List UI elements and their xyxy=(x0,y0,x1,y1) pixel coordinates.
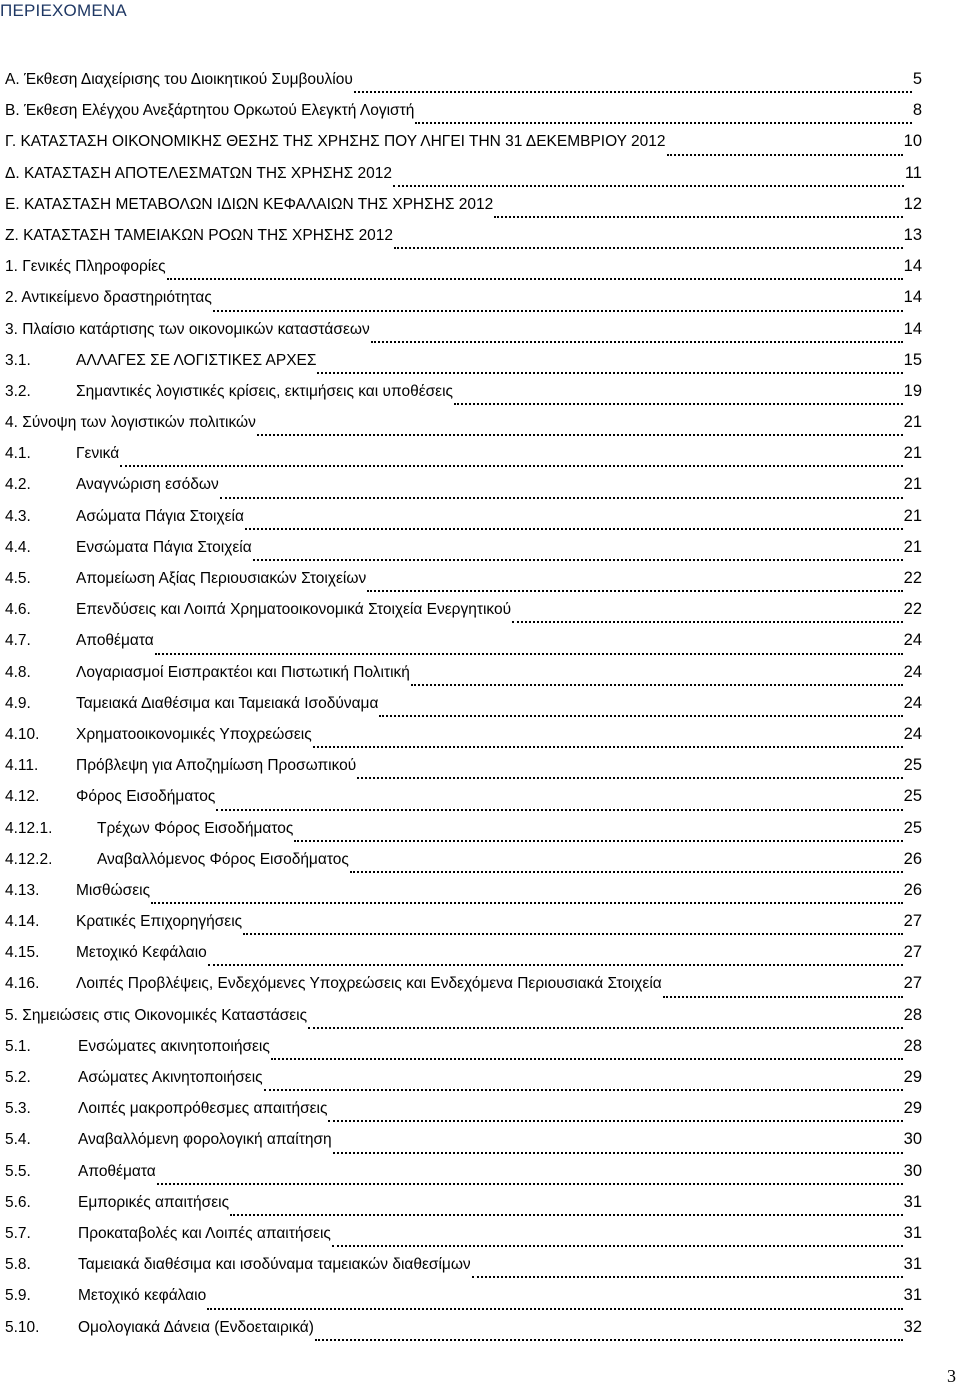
toc-entry-page: 22 xyxy=(903,600,922,619)
toc-dot-leader xyxy=(167,278,903,280)
toc-entry-page: 32 xyxy=(903,1317,922,1336)
toc-entry[interactable] xyxy=(5,943,922,974)
toc-dot-leader xyxy=(257,434,903,436)
toc-entry-number: 4.14. xyxy=(5,913,40,931)
toc-entry-number: 4.11. xyxy=(5,757,39,775)
toc-entry[interactable] xyxy=(5,164,922,195)
toc-entry-number: 5.9. xyxy=(5,1287,31,1305)
toc-entry-page: 31 xyxy=(903,1223,922,1242)
toc-entry-title: Μετοχικό κεφάλαιο xyxy=(78,1287,207,1305)
toc-entry[interactable] xyxy=(5,569,922,600)
toc-entry-title: Κρατικές Επιχορηγήσεις xyxy=(76,913,243,931)
toc-dot-leader xyxy=(350,871,903,873)
toc-entry-page: 14 xyxy=(903,319,922,338)
toc-entry-number: 4.2. xyxy=(5,476,31,494)
toc-entry-title: Επενδύσεις και Λοιπά Χρηματοοικονομικά Στοιχεία Ενεργητικού xyxy=(76,601,512,619)
toc-dot-leader xyxy=(151,902,903,904)
toc-dot-leader xyxy=(357,777,902,779)
toc-entry-page: 29 xyxy=(903,1068,922,1086)
toc-dot-leader xyxy=(155,653,903,655)
toc-entry[interactable] xyxy=(5,694,922,725)
toc-dot-leader xyxy=(663,996,903,998)
toc-entry-page: 30 xyxy=(903,1130,922,1149)
toc-entry-title: Σημαντικές λογιστικές κρίσεις, εκτιμήσεις και υποθέσεις xyxy=(76,382,453,400)
toc-entry[interactable] xyxy=(5,974,922,1005)
toc-entry[interactable] xyxy=(5,288,922,319)
toc-entry[interactable] xyxy=(5,881,922,912)
toc-entry[interactable] xyxy=(5,1318,922,1349)
toc-dot-leader xyxy=(512,621,903,623)
toc-entry[interactable] xyxy=(5,600,922,631)
page-number: 3 xyxy=(947,1366,956,1386)
toc-entry-page: 14 xyxy=(903,288,922,307)
toc-dot-leader xyxy=(494,216,902,218)
toc-entry-page: 22 xyxy=(903,569,922,587)
toc-entry-number: 4.16. xyxy=(5,975,40,993)
toc-entry[interactable] xyxy=(5,1037,922,1068)
toc-entry[interactable] xyxy=(5,382,922,413)
toc-entry[interactable] xyxy=(5,444,922,475)
toc-entry-page: 31 xyxy=(903,1192,922,1211)
toc-dot-leader xyxy=(216,809,902,811)
toc-entry-title: Αναγνώριση εσόδων xyxy=(76,476,219,494)
toc-dot-leader xyxy=(354,91,912,93)
toc-entry-title: Δ. ΚΑΤΑΣΤΑΣΗ ΑΠΟΤΕΛΕΣΜΑΤΩΝ ΤΗΣ ΧΡΗΣΗΣ 2012 xyxy=(5,164,392,182)
toc-entry[interactable] xyxy=(5,1099,922,1130)
toc-entry-number: 4.12. xyxy=(5,788,40,806)
toc-entry-page: 31 xyxy=(903,1255,922,1274)
toc-entry-number: 4.15. xyxy=(5,944,40,962)
toc-entry-title: Β. Έκθεση Ελέγχου Ανεξάρτητου Ορκωτού Ελεγκτή Λογιστή xyxy=(5,102,415,120)
toc-entry-page: 19 xyxy=(903,381,922,400)
toc-entry-title: Φόρος Εισοδήματος xyxy=(76,788,216,806)
toc-dot-leader xyxy=(220,497,903,499)
toc-dot-leader xyxy=(245,528,903,530)
toc-entry-page: 25 xyxy=(903,756,922,775)
toc-entry-page: 11 xyxy=(904,163,922,182)
toc-entry-page: 21 xyxy=(903,475,922,494)
toc-dot-leader xyxy=(243,933,903,935)
toc-dot-leader xyxy=(394,247,903,249)
toc-entry-number: 5.4. xyxy=(5,1131,31,1149)
toc-entry-number: 5.8. xyxy=(5,1256,31,1274)
toc-entry-title: Γ. ΚΑΤΑΣΤΑΣΗ ΟΙΚΟΝΟΜΙΚΗΣ ΘΕΣΗΣ ΤΗΣ ΧΡΗΣΗΣ ΠΟΥ ΛΗΓΕΙ ΤΗΝ 31 ΔΕΚΕΜΒΡΙΟΥ 2012 xyxy=(5,133,666,151)
toc-entry-page: 31 xyxy=(903,1286,922,1305)
toc-entry-page: 28 xyxy=(903,1036,922,1055)
toc-entry-page: 13 xyxy=(903,225,922,244)
toc-dot-leader xyxy=(308,1027,903,1029)
toc-entry-title: 2. Αντικείμενο δραστηριότητας xyxy=(5,289,212,307)
toc-entry[interactable] xyxy=(5,819,922,850)
toc-entry[interactable] xyxy=(5,257,922,288)
toc-entry-title: Ασώματα Πάγια Στοιχεία xyxy=(76,507,244,525)
toc-entry-title: ΑΛΛΑΓΕΣ ΣΕ ΛΟΓΙΣΤΙΚΕΣ ΑΡΧΕΣ xyxy=(76,351,317,369)
toc-dot-leader xyxy=(393,185,904,187)
toc-dot-leader xyxy=(230,1214,903,1216)
toc-entry-number: 4.10. xyxy=(5,725,40,743)
toc-entry-page: 8 xyxy=(912,101,922,120)
toc-entry-title: Εμπορικές απαιτήσεις xyxy=(78,1193,230,1211)
toc-entry-number: 5.6. xyxy=(5,1193,31,1211)
toc-entry[interactable] xyxy=(5,538,922,569)
toc-entry-page: 24 xyxy=(903,724,922,743)
toc-dot-leader xyxy=(371,341,903,343)
toc-entry-title: Μισθώσεις xyxy=(76,881,151,899)
toc-entry-title: 1. Γενικές Πληροφορίες xyxy=(5,258,166,276)
toc-dot-leader xyxy=(207,1308,902,1310)
toc-entry-page: 29 xyxy=(903,1099,922,1118)
toc-entry-title: Πρόβλεψη για Αποζημίωση Προσωπικού xyxy=(76,757,357,775)
toc-entry[interactable] xyxy=(5,725,922,756)
toc-entry-title: Α. Έκθεση Διαχείρισης του Διοικητικού Συμβουλίου xyxy=(5,71,353,88)
toc-entry-number: 4.4. xyxy=(5,538,31,556)
toc-entry[interactable] xyxy=(5,507,922,538)
toc-entry[interactable] xyxy=(5,1130,922,1161)
toc-entry-title: Χρηματοοικονομικές Υποχρεώσεις xyxy=(76,725,312,743)
toc-entry-number: 4.6. xyxy=(5,601,31,619)
toc-entry[interactable] xyxy=(5,663,922,694)
toc-dot-leader xyxy=(317,372,902,374)
toc-entry-number: 5.5. xyxy=(5,1162,31,1180)
toc-entry-number: 4.5. xyxy=(5,570,31,587)
toc-entry-title: Ζ. ΚΑΤΑΣΤΑΣΗ ΤΑΜΕΙΑΚΩΝ ΡΟΩΝ ΤΗΣ ΧΡΗΣΗΣ 2012 xyxy=(5,226,394,244)
toc-dot-leader xyxy=(157,1183,903,1185)
toc-entry-title: Αναβαλλόμενη φορολογική απαίτηση xyxy=(78,1131,332,1149)
toc-entry-number: 4.13. xyxy=(5,881,40,899)
toc-entry-title: 4. Σύνοψη των λογιστικών πολιτικών xyxy=(5,414,256,432)
toc-entry-number: 4.7. xyxy=(5,632,31,650)
toc-entry-page: 21 xyxy=(903,537,922,556)
toc-entry-page: 21 xyxy=(903,506,922,525)
toc-entry-title: Ενσώματα Πάγια Στοιχεία xyxy=(76,538,252,556)
toc-dot-leader xyxy=(411,684,903,686)
toc-entry[interactable] xyxy=(5,195,922,226)
table-of-contents xyxy=(5,70,922,1349)
toc-dot-leader xyxy=(328,1120,902,1122)
toc-entry-title: Ομολογιακά Δάνεια (Ενδοεταιρικά) xyxy=(78,1318,314,1336)
toc-entry-page: 27 xyxy=(903,943,922,962)
toc-entry-title: Αναβαλλόμενος Φόρος Εισοδήματος xyxy=(97,850,349,868)
toc-dot-leader xyxy=(379,715,902,717)
toc-dot-leader xyxy=(271,1058,903,1060)
toc-entry[interactable] xyxy=(5,101,922,132)
toc-entry-title: Αποθέματα xyxy=(78,1162,156,1180)
toc-dot-leader xyxy=(454,403,903,405)
toc-entry[interactable] xyxy=(5,850,922,881)
toc-entry-page: 5 xyxy=(912,70,922,88)
toc-entry-number: 4.9. xyxy=(5,694,31,712)
toc-entry-title: Τρέχων Φόρος Εισοδήματος xyxy=(97,819,294,837)
toc-entry-number: 4.12.1. xyxy=(5,819,53,837)
toc-entry[interactable] xyxy=(5,631,922,662)
toc-entry-page: 14 xyxy=(903,257,922,276)
toc-entry-page: 25 xyxy=(903,787,922,806)
toc-entry-page: 21 xyxy=(903,444,922,463)
toc-entry-title: 5. Σημειώσεις στις Οικονομικές Καταστάσεις xyxy=(5,1006,308,1024)
toc-entry-title: Λοιπές Προβλέψεις, Ενδεχόμενες Υποχρεώσεις και Ενδεχόμενα Περιουσιακά Στοιχεία xyxy=(76,975,662,993)
toc-entry[interactable] xyxy=(5,1162,922,1193)
toc-entry-page: 10 xyxy=(903,132,922,151)
toc-entry-page: 12 xyxy=(903,194,922,213)
toc-entry-page: 21 xyxy=(903,413,922,432)
toc-entry[interactable] xyxy=(5,351,922,382)
toc-entry-number: 5.1. xyxy=(5,1037,31,1055)
toc-entry-page: 27 xyxy=(903,974,922,993)
toc-entry-page: 25 xyxy=(903,818,922,837)
toc-entry-page: 24 xyxy=(903,631,922,650)
toc-entry-number: 4.8. xyxy=(5,663,31,681)
toc-entry-title: Γενικά xyxy=(76,445,120,463)
toc-entry-page: 24 xyxy=(903,693,922,712)
toc-dot-leader xyxy=(333,1152,903,1154)
toc-entry[interactable] xyxy=(5,912,922,943)
toc-entry-page: 15 xyxy=(903,350,922,369)
toc-entry-title: Απομείωση Αξίας Περιουσιακών Στοιχείων xyxy=(76,570,367,587)
toc-entry-title: Προκαταβολές και Λοιπές απαιτήσεις xyxy=(78,1224,331,1242)
toc-dot-leader xyxy=(120,465,902,467)
toc-dot-leader xyxy=(264,1089,903,1091)
toc-entry-title: Λογαριασμοί Εισπρακτέοι και Πιστωτική Πολιτική xyxy=(76,663,410,681)
toc-entry-number: 5.7. xyxy=(5,1224,31,1242)
toc-dot-leader xyxy=(294,840,902,842)
toc-entry-title: Αποθέματα xyxy=(76,632,154,650)
toc-entry[interactable] xyxy=(5,1193,922,1224)
toc-entry-number: 3.2. xyxy=(5,382,31,400)
toc-entry[interactable] xyxy=(5,1286,922,1317)
toc-entry[interactable] xyxy=(5,413,922,444)
toc-entry-number: 4.12.2. xyxy=(5,850,53,868)
toc-entry-number: 5.3. xyxy=(5,1100,31,1118)
toc-entry-title: 3. Πλαίσιο κατάρτισης των οικονομικών καταστάσεων xyxy=(5,320,370,338)
toc-entry[interactable] xyxy=(5,226,922,257)
toc-dot-leader xyxy=(253,559,903,561)
toc-entry[interactable] xyxy=(5,787,922,818)
toc-entry-title: Μετοχικό Κεφάλαιο xyxy=(76,944,207,962)
toc-entry-number: 4.3. xyxy=(5,507,31,525)
toc-dot-leader xyxy=(315,1339,903,1341)
toc-entry-page: 30 xyxy=(903,1161,922,1180)
toc-entry-page: 26 xyxy=(903,849,922,868)
toc-entry[interactable] xyxy=(5,1255,922,1286)
toc-dot-leader xyxy=(472,1276,903,1278)
toc-entry-page: 27 xyxy=(903,912,922,931)
toc-entry-number: 5.10. xyxy=(5,1318,40,1336)
toc-entry-number: 5.2. xyxy=(5,1069,31,1086)
toc-entry[interactable] xyxy=(5,70,922,101)
toc-dot-leader xyxy=(213,310,903,312)
toc-entry[interactable] xyxy=(5,756,922,787)
toc-dot-leader xyxy=(367,590,902,592)
toc-entry-page: 26 xyxy=(903,880,922,899)
toc-entry-title: Ε. ΚΑΤΑΣΤΑΣΗ ΜΕΤΑΒΟΛΩΝ ΙΔΙΩΝ ΚΕΦΑΛΑΙΩΝ ΤΗΣ ΧΡΗΣΗΣ 2012 xyxy=(5,195,494,213)
toc-dot-leader xyxy=(415,122,911,124)
toc-heading: ΠΕΡΙΕΧΟΜΕΝΑ xyxy=(0,1,127,20)
toc-dot-leader xyxy=(208,964,903,966)
toc-entry[interactable] xyxy=(5,1068,922,1099)
toc-entry-title: Ενσώματες ακινητοποιήσεις xyxy=(78,1037,270,1055)
toc-entry[interactable] xyxy=(5,475,922,506)
toc-entry-number: 4.1. xyxy=(5,445,31,463)
toc-entry-title: Ασώματες Ακινητοποιήσεις xyxy=(78,1069,263,1086)
toc-entry-title: Ταμειακά διαθέσιμα και ισοδύναμα ταμειακών διαθεσίμων xyxy=(78,1256,471,1274)
toc-entry[interactable] xyxy=(5,1006,922,1037)
toc-entry[interactable] xyxy=(5,132,922,163)
toc-dot-leader xyxy=(667,154,903,156)
toc-entry[interactable] xyxy=(5,1224,922,1255)
toc-entry-title: Ταμειακά Διαθέσιμα και Ταμειακά Ισοδύναμα xyxy=(76,694,379,712)
toc-dot-leader xyxy=(332,1245,903,1247)
toc-dot-leader xyxy=(313,746,903,748)
toc-entry-title: Λοιπές μακροπρόθεσμες απαιτήσεις xyxy=(78,1100,328,1118)
toc-entry[interactable] xyxy=(5,320,922,351)
toc-entry-page: 28 xyxy=(903,1005,922,1024)
toc-entry-page: 24 xyxy=(903,662,922,681)
toc-entry-number: 3.1. xyxy=(5,351,31,369)
